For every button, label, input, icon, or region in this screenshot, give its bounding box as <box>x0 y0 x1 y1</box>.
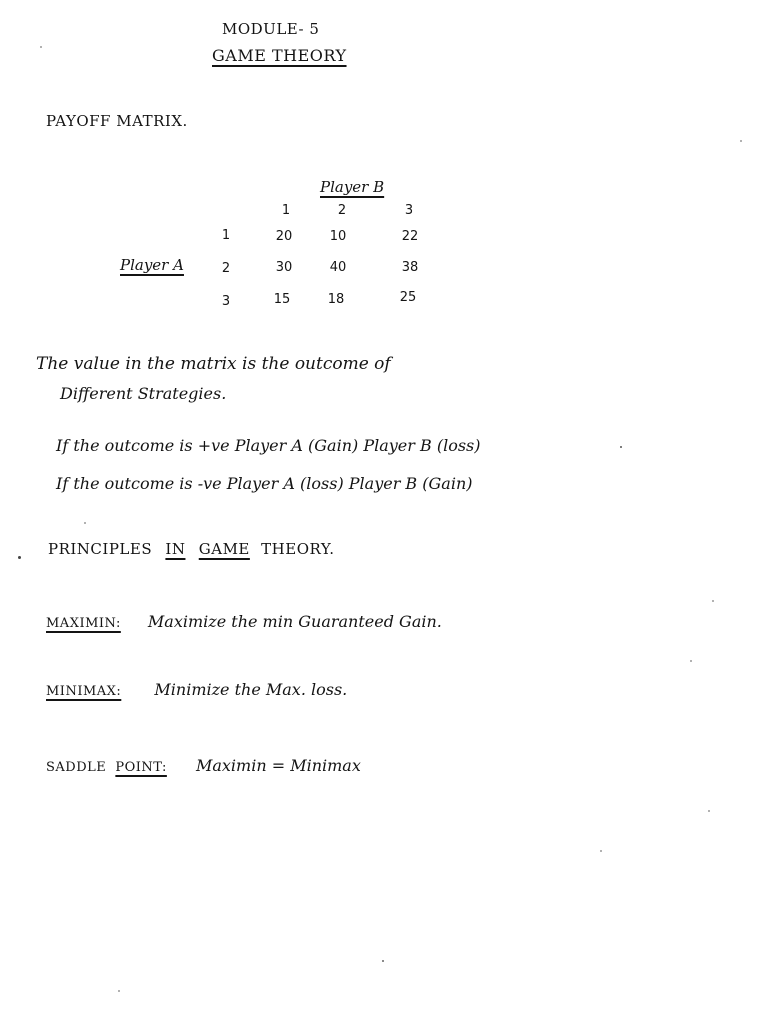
principles-heading <box>48 540 335 558</box>
page-title: GAME THEORY <box>212 46 347 65</box>
maximin-label: MAXIMIN: <box>46 616 121 631</box>
matrix-cell: 40 <box>329 260 347 275</box>
saddle-point-text: Maximin = Minimax <box>195 756 361 775</box>
scan-speck <box>600 850 602 852</box>
matrix-cell: 38 <box>401 260 419 275</box>
saddle-label: SADDLE <box>46 760 107 775</box>
scan-speck <box>84 522 86 524</box>
note-line: The value in the matrix is the outcome of <box>36 354 391 374</box>
note-line: If the outcome is -ve Player A (loss) Player B (Gain) <box>56 474 473 493</box>
row-header: 3 <box>221 294 231 309</box>
col-header: 2 <box>337 203 347 218</box>
row-header: 1 <box>221 228 231 243</box>
player-a-label: Player A <box>120 256 184 274</box>
principles-theory-word: THEORY. <box>261 540 335 558</box>
scan-speck <box>708 810 710 812</box>
matrix-cell: 30 <box>275 260 293 275</box>
saddle-point-line <box>46 756 361 775</box>
module-heading: MODULE- 5 <box>222 20 320 38</box>
scan-speck <box>118 990 120 992</box>
matrix-cell: 20 <box>275 229 293 244</box>
matrix-cell: 18 <box>327 292 345 307</box>
matrix-cell: 15 <box>273 292 291 307</box>
scan-speck <box>712 600 714 602</box>
row-header: 2 <box>221 261 231 276</box>
col-header: 3 <box>404 203 414 218</box>
scan-speck <box>18 556 21 559</box>
matrix-cell: 25 <box>399 290 417 305</box>
matrix-cell: 22 <box>401 229 419 244</box>
saddle-point-label: POINT: <box>115 760 167 775</box>
minimax-text: Minimize the Max. loss. <box>154 680 348 699</box>
principles-in-word: IN <box>165 540 186 558</box>
note-line: Different Strategies. <box>60 384 227 403</box>
maximin-text: Maximize the min Guaranteed Gain. <box>147 612 442 631</box>
payoff-matrix-heading <box>46 112 188 130</box>
scan-speck <box>690 660 692 662</box>
scan-speck <box>740 140 742 142</box>
minimax-label: MINIMAX: <box>46 684 122 699</box>
minimax-line <box>46 680 347 699</box>
scan-speck <box>40 46 42 48</box>
maximin-line <box>46 612 442 631</box>
scan-speck <box>382 960 384 962</box>
principles-game-word: GAME <box>198 540 250 558</box>
payoff-matrix-heading-text: PAYOFF MATRIX. <box>46 112 188 130</box>
player-b-label: Player B <box>320 178 385 196</box>
col-header: 1 <box>281 203 291 218</box>
matrix-cell: 10 <box>329 229 347 244</box>
note-line: If the outcome is +ve Player A (Gain) Player B (loss) <box>56 436 481 455</box>
scan-speck <box>620 446 622 448</box>
principles-word: PRINCIPLES <box>48 540 153 558</box>
